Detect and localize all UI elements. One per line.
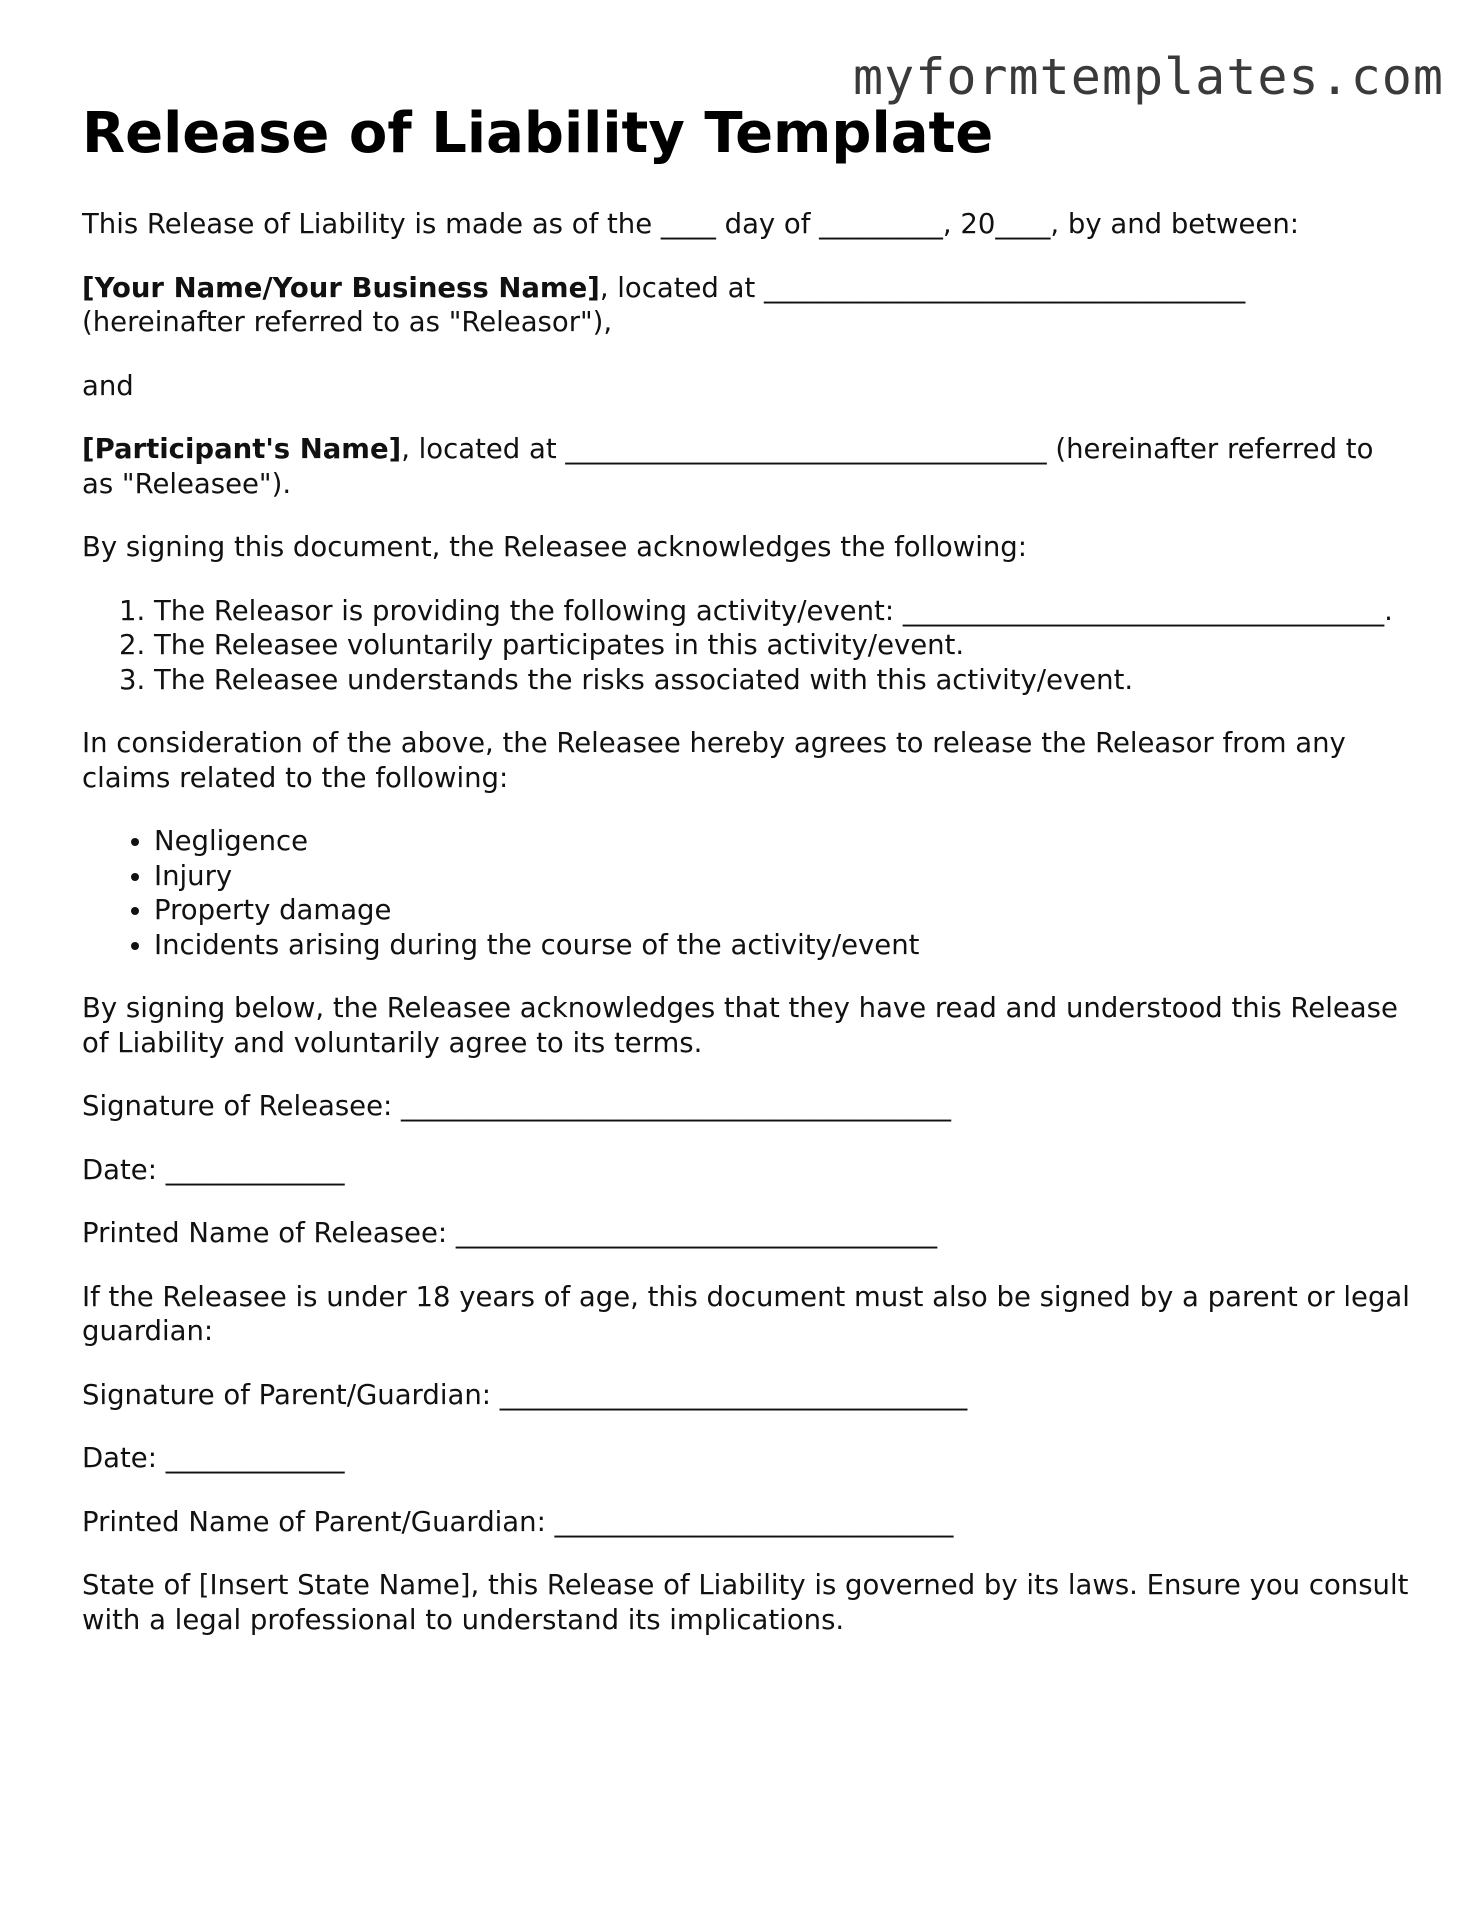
consideration-paragraph: In consideration of the above, the Releasee hereby agrees to release the Releasor from any claims related to the following: bbox=[82, 727, 1355, 794]
date-guardian-line: Date: _____________ bbox=[82, 1442, 345, 1475]
releasor-text: , located at ___________________________________ (hereinafter referred to as "Releasor"), bbox=[82, 271, 1255, 339]
list-item: • Incidents arising during the course of the activity/event bbox=[154, 928, 1412, 963]
signature-releasee-line: Signature of Releasee: ________________________________________ bbox=[82, 1090, 952, 1123]
minor-note: If the Releasee is under 18 years of age, this document must also be signed by a parent or legal guardian: bbox=[82, 1280, 1419, 1348]
printed-name-guardian-line: Printed Name of Parent/Guardian: _____________________________ bbox=[82, 1505, 954, 1538]
signature-guardian-line: Signature of Parent/Guardian: __________________________________ bbox=[82, 1378, 968, 1411]
intro-paragraph: This Release of Liability is made as of the ____ day of _________, 20____, by and between: bbox=[82, 208, 1300, 241]
list-item: 3. The Releasee understands the risks associated with this activity/event. bbox=[154, 663, 1412, 698]
releasor-paragraph bbox=[82, 271, 1412, 340]
acknowledgement-list bbox=[82, 594, 1412, 698]
list-item: 1. The Releasor is providing the following activity/event: ___________________________________. bbox=[154, 594, 1412, 629]
document-body bbox=[82, 100, 1419, 1666]
claims-list bbox=[82, 824, 1412, 962]
signing-statement: By signing below, the Releasee acknowledges that they have read and understood this Release of Liability and voluntarily agree to its terms. bbox=[82, 992, 1407, 1059]
releasee-name: [Participant's Name] bbox=[82, 433, 402, 466]
and-word: and bbox=[82, 369, 134, 402]
acknowledge-intro: By signing this document, the Releasee acknowledges the following: bbox=[82, 531, 1028, 564]
list-item: 2. The Releasee voluntarily participates in this activity/event. bbox=[154, 628, 1412, 663]
releasee-paragraph bbox=[82, 432, 1412, 501]
list-item: • Property damage bbox=[154, 893, 1412, 928]
list-item: • Negligence bbox=[154, 824, 1412, 859]
releasee-text: , located at ___________________________________ (hereinafter referred to as "Releasee"). bbox=[82, 433, 1383, 500]
page-title: Release of Liability Template bbox=[82, 101, 994, 166]
printed-name-releasee-line: Printed Name of Releasee: ___________________________________ bbox=[82, 1217, 938, 1250]
date-releasee-line: Date: _____________ bbox=[82, 1153, 345, 1186]
list-item: • Injury bbox=[154, 859, 1412, 894]
watermark: myformtemplates.com bbox=[853, 48, 1444, 106]
governing-law-paragraph: State of [Insert State Name], this Release of Liability is governed by its laws. Ensure you consult with a legal professional to understand its implications. bbox=[82, 1569, 1418, 1636]
releasor-name: [Your Name/Your Business Name] bbox=[82, 271, 600, 304]
